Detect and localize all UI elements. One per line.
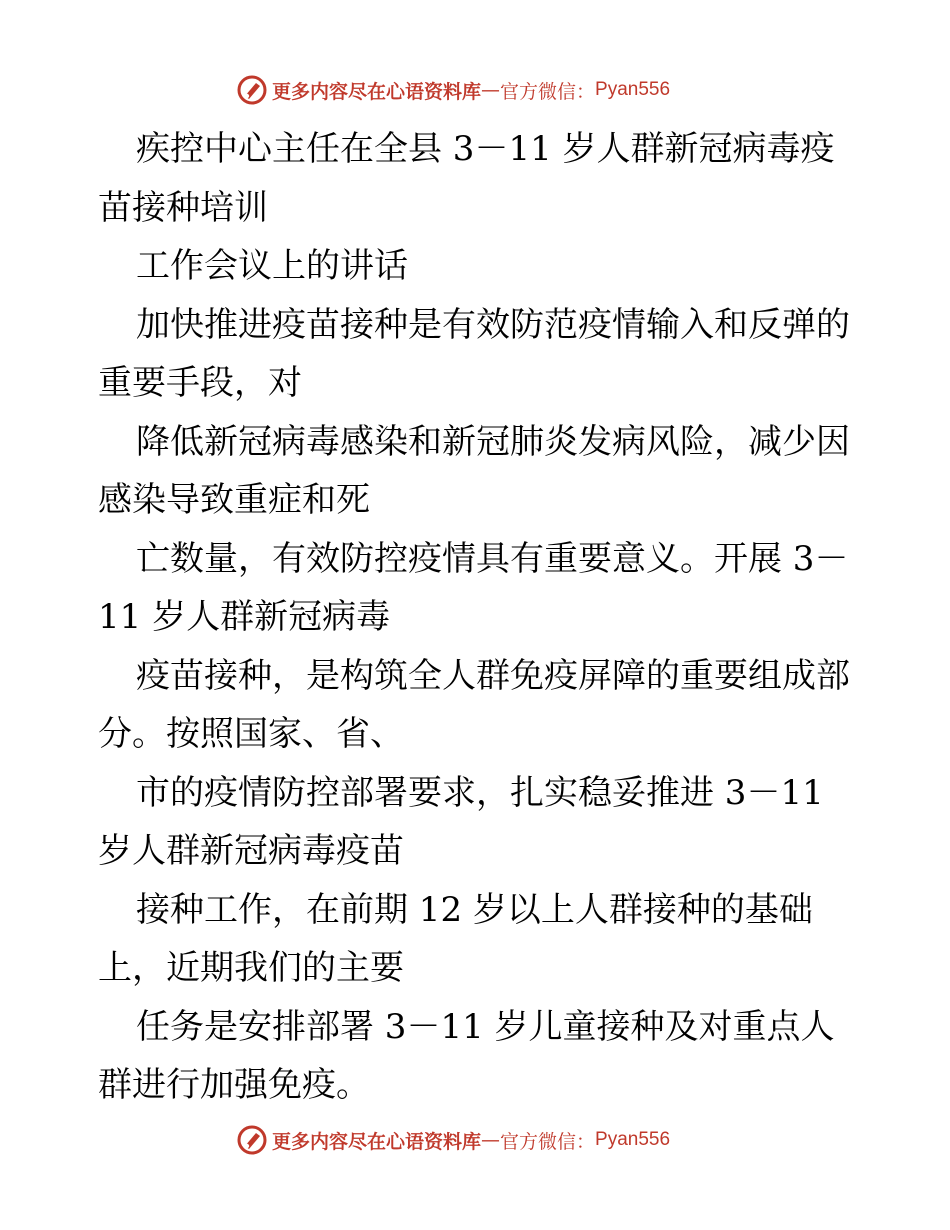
- text-line: 任务是安排部署 3－11 岁儿童接种及对重点人: [136, 1006, 835, 1047]
- text-line: 降低新冠病毒感染和新冠肺炎发病风险，减少因: [136, 421, 850, 462]
- text-line: 苗接种培训: [98, 187, 268, 228]
- document-body: [98, 120, 858, 1115]
- text-line: 接种工作，在前期 12 岁以上人群接种的基础: [136, 889, 813, 930]
- banner-wechat-label: 官方微信：: [500, 80, 596, 103]
- logo-icon: [236, 74, 268, 106]
- logo-icon: [236, 1124, 268, 1156]
- text-line: 岁人群新冠病毒疫苗: [98, 831, 404, 871]
- banner-wechat-label: 官方微信：: [500, 1130, 596, 1153]
- text-line: 市的疫情防控部署要求，扎实稳妥推进 3－11: [136, 772, 824, 813]
- text-line: 重要手段，对: [98, 363, 302, 403]
- text-line: 疫苗接种，是构筑全人群免疫屏障的重要组成部: [136, 655, 850, 696]
- banner-wechat-id: Pyan556: [595, 79, 671, 100]
- text-line: 工作会议上的讲话: [136, 246, 408, 286]
- text-line: 亡数量，有效防控疫情具有重要意义。开展 3－: [136, 538, 849, 579]
- text-line: 感染导致重症和死: [98, 480, 370, 520]
- banner-wechat-id: Pyan556: [595, 1129, 671, 1150]
- text-line: 群进行加强免疫。: [98, 1065, 370, 1105]
- text-line: 疾控中心主任在全县 3－11 岁人群新冠病毒疫: [136, 129, 835, 169]
- text-line: 分。按照国家、省、: [98, 714, 404, 754]
- banner-dash: —: [481, 1129, 501, 1151]
- banner-main-text: 更多内容尽在心语资料库: [272, 1130, 482, 1153]
- text-line: 11 岁人群新冠病毒: [98, 597, 391, 637]
- text-line: 上，近期我们的主要: [98, 948, 404, 988]
- banner-dash: —: [481, 79, 501, 101]
- header-banner: [236, 72, 736, 108]
- text-line: 加快推进疫苗接种是有效防范疫情输入和反弹的: [136, 304, 850, 345]
- footer-banner: [236, 1122, 736, 1158]
- banner-main-text: 更多内容尽在心语资料库: [272, 80, 482, 103]
